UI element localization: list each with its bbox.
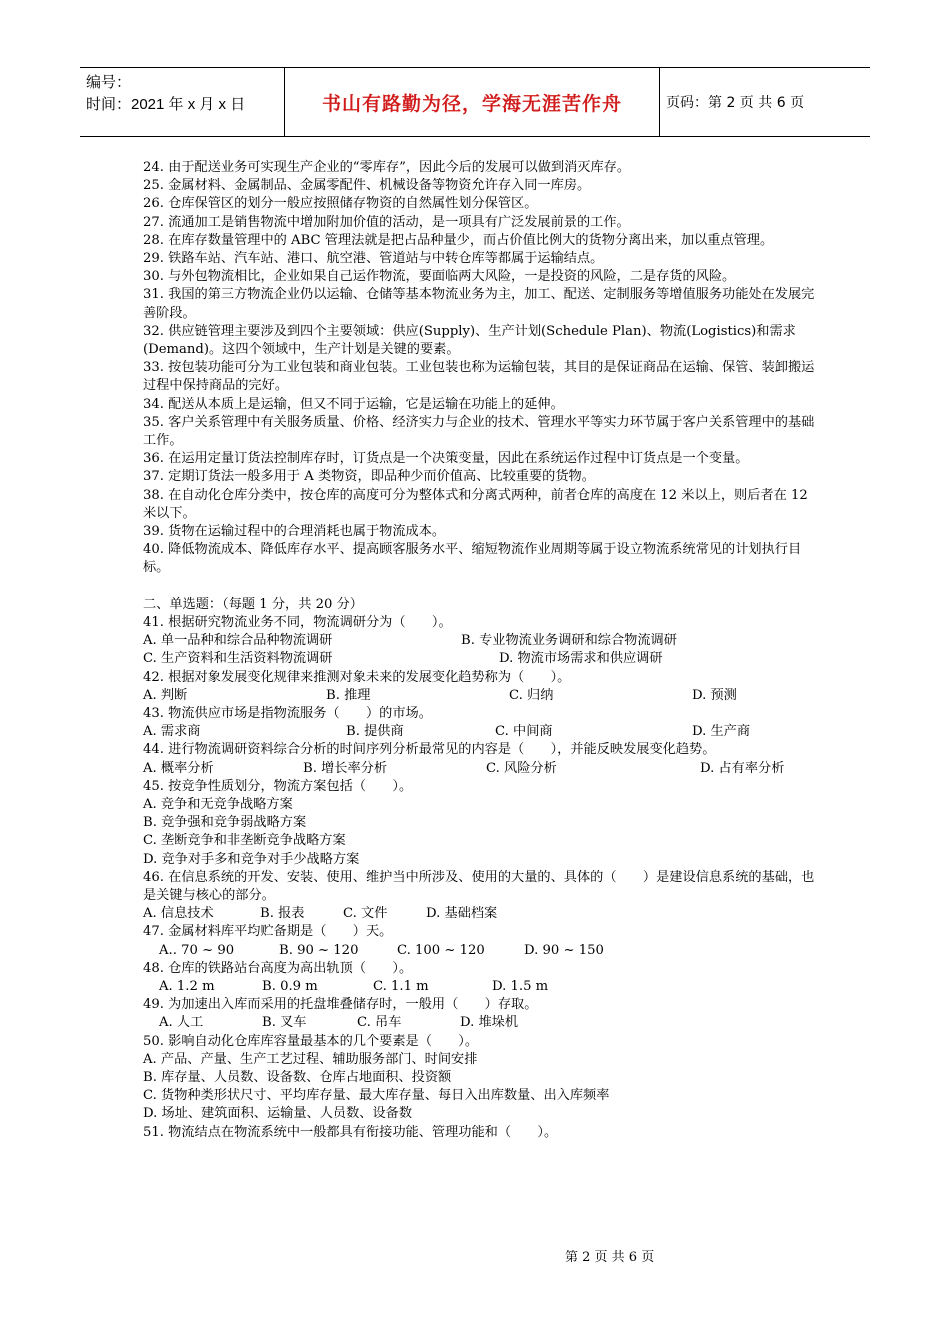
option-a: A. 概率分析 [143, 760, 214, 776]
question-43-stem: 43. 物流供应市场是指物流服务（ ）的市场。 [143, 706, 432, 722]
option-b: B. 推理 [326, 687, 371, 703]
statement-36: 36. 在运用定量订货法控制库存时，订货点是一个决策变量，因此在系统运作过程中订货点是一个变量。 [143, 451, 749, 467]
section-title: 二、单选题：（每题 1 分，共 20 分） [143, 596, 363, 612]
option-a: A. 1.2 m [159, 979, 215, 995]
option-d: D. 物流市场需求和供应调研 [499, 651, 663, 667]
question-44-options [143, 760, 823, 778]
option-b: B. 增长率分析 [303, 760, 388, 776]
option-c: C. 风险分析 [486, 760, 557, 776]
statement-32: 32. 供应链管理主要涉及到四个主要领域：供应(Supply)、生产计划(Schedule Plan)、物流(Logistics)和需求(Demand)。这四个领域中，生产计划是关键的要素。 [143, 323, 796, 358]
option-d: D. 占有率分析 [700, 760, 785, 776]
statement-35: 35. 客户关系管理中有关服务质量、价格、经济实力与企业的技术、管理水平等实力环节属于客户关系管理中的基础工作。 [143, 414, 815, 449]
option-a: A. 判断 [143, 687, 188, 703]
question-44-stem: 44. 进行物流调研资料综合分析的时间序列分析最常见的内容是（ ），并能反映发展变化趋势。 [143, 742, 716, 758]
option-a: A.. 70 ~ 90 [159, 942, 235, 958]
statement-39: 39. 货物在运输过程中的合理消耗也属于物流成本。 [143, 524, 446, 540]
option-d: D. 基础档案 [426, 906, 498, 922]
statement-38: 38. 在自动化仓库分类中，按仓库的高度可分为整体式和分离式两种，前者仓库的高度在 12 米以上，则后者在 12 米以下。 [143, 487, 808, 521]
question-49-options [143, 1014, 823, 1032]
option-a: A. 信息技术 [143, 906, 214, 922]
question-41-stem: 41. 根据研究物流业务不同，物流调研分为（ ）。 [143, 615, 452, 631]
header-meta [80, 68, 285, 136]
document-body [143, 159, 823, 1142]
option-d: D. 堆垛机 [460, 1015, 519, 1031]
statement-31: 31. 我国的第三方物流企业仍以运输、仓储等基本物流业务为主，加工、配送、定制服务等增值服务功能处在发展完善阶段。 [143, 287, 815, 321]
question-48-options [143, 978, 823, 996]
statement-37: 37. 定期订货法一般多用于 A 类物资，即品种少而价值高、比较重要的货物。 [143, 469, 595, 485]
option-d: D. 预测 [692, 687, 737, 703]
statement-34: 34. 配送从本质上是运输，但又不同于运输，它是运输在功能上的延伸。 [143, 396, 564, 412]
option-c: C. 货物种类形状尺寸、平均库存量、最大库存量、每日入出库数量、出入库频率 [143, 1088, 610, 1104]
option-a: A. 产品、产量、生产工艺过程、辅助服务部门、时间安排 [143, 1051, 478, 1067]
option-a: A. 竞争和无竞争战略方案 [143, 797, 293, 813]
option-b: B. 0.9 m [262, 979, 318, 995]
question-46-stem: 46. 在信息系统的开发、安装、使用、维护当中所涉及、使用的大量的、具体的（ ）是建设信息系统的基础，也是关键与核心的部分。 [143, 869, 815, 904]
statement-30: 30. 与外包物流相比，企业如果自己运作物流，要面临两大风险，一是投资的风险，二是存货的风险。 [143, 269, 736, 285]
question-41-options-row2 [143, 650, 823, 668]
header-motto: 书山有路勤为径，学海无涯苦作舟 [285, 68, 660, 136]
footer-page-number: 第 2 页 共 6 页 [565, 1250, 655, 1265]
question-48-stem: 48. 仓库的铁路站台高度为高出轨顶（ ）。 [143, 960, 413, 976]
statement-29: 29. 铁路车站、汽车站、港口、航空港、管道站与中转仓库等都属于运输结点。 [143, 251, 604, 267]
option-c: C. 生产资料和生活资料物流调研 [143, 651, 333, 667]
statement-28: 28. 在库存数量管理中的 ABC 管理法就是把占品种量少，而占价值比例大的货物分离出来，加以重点管理。 [143, 232, 774, 248]
option-b: B. 库存量、人员数、设备数、仓库占地面积、投资额 [143, 1070, 452, 1085]
statement-33: 33. 按包装功能可分为工业包装和商业包装。工业包装也称为运输包装，其目的是保证商品在运输、保管、装卸搬运过程中保持商品的完好。 [143, 360, 815, 394]
option-b: B. 叉车 [262, 1015, 307, 1031]
document-time-label: 时间：2021 年 x 月 x 日 [86, 96, 246, 113]
question-47-stem: 47. 金属材料库平均贮备期是（ ）天。 [143, 924, 393, 940]
question-42-options [143, 687, 823, 705]
option-c: C. 1.1 m [373, 979, 429, 995]
spacer [143, 578, 823, 596]
option-c: C. 吊车 [357, 1015, 402, 1031]
option-d: D. 90 ~ 150 [524, 942, 604, 958]
option-b: B. 报表 [260, 906, 305, 922]
question-51-stem: 51. 物流结点在物流系统中一般都具有衔接功能、管理功能和（ ）。 [143, 1124, 558, 1140]
option-d: D. 竞争对手多和竞争对手少战略方案 [143, 851, 360, 867]
option-a: A. 需求商 [143, 724, 201, 740]
option-a: A. 人工 [159, 1015, 204, 1031]
question-47-options [143, 942, 823, 960]
statement-24: 24. 由于配送业务可实现生产企业的“零库存”，因此今后的发展可以做到消灭库存。 [143, 160, 631, 175]
statement-27: 27. 流通加工是销售物流中增加附加价值的活动，是一项具有广泛发展前景的工作。 [143, 214, 630, 230]
document-number-label: 编号： [86, 74, 132, 91]
option-d: D. 场址、建筑面积、运输量、人员数、设备数 [143, 1106, 413, 1122]
option-d: D. 1.5 m [492, 979, 549, 995]
question-41-options-row1 [143, 632, 823, 650]
option-a: A. 单一品种和综合品种物流调研 [143, 633, 333, 649]
option-b: B. 竞争强和竞争弱战略方案 [143, 815, 307, 831]
statement-25: 25. 金属材料、金属制品、金属零配件、机械设备等物资允许存入同一库房。 [143, 178, 591, 194]
option-b: B. 90 ~ 120 [279, 942, 359, 958]
question-49-stem: 49. 为加速出入库而采用的托盘堆叠储存时，一般用（ ）存取。 [143, 997, 538, 1013]
statement-40: 40. 降低物流成本、降低库存水平、提高顾客服务水平、缩短物流作业周期等属于设立物流系统常见的计划执行目标。 [143, 542, 802, 576]
option-d: D. 生产商 [692, 724, 751, 740]
option-c: C. 垄断竞争和非垄断竞争战略方案 [143, 833, 346, 849]
question-46-options [143, 905, 823, 923]
question-43-options [143, 723, 823, 741]
question-50-stem: 50. 影响自动化仓库库容量最基本的几个要素是（ ）。 [143, 1033, 479, 1049]
question-42-stem: 42. 根据对象发展变化规律来推测对象未来的发展变化趋势称为（ ）。 [143, 669, 571, 685]
option-b: B. 提供商 [346, 724, 404, 740]
option-c: C. 100 ~ 120 [397, 942, 485, 958]
question-45-stem: 45. 按竞争性质划分，物流方案包括（ ）。 [143, 778, 413, 794]
option-c: C. 中间商 [495, 724, 553, 740]
header-page-number: 页码：第 2 页 共 6 页 [666, 95, 805, 111]
option-c: C. 归纳 [509, 687, 554, 703]
statement-26: 26. 仓库保管区的划分一般应按照储存物资的自然属性划分保管区。 [143, 196, 538, 212]
option-b: B. 专业物流业务调研和综合物流调研 [461, 633, 677, 649]
document-header [80, 67, 870, 137]
option-c: C. 文件 [343, 906, 388, 922]
